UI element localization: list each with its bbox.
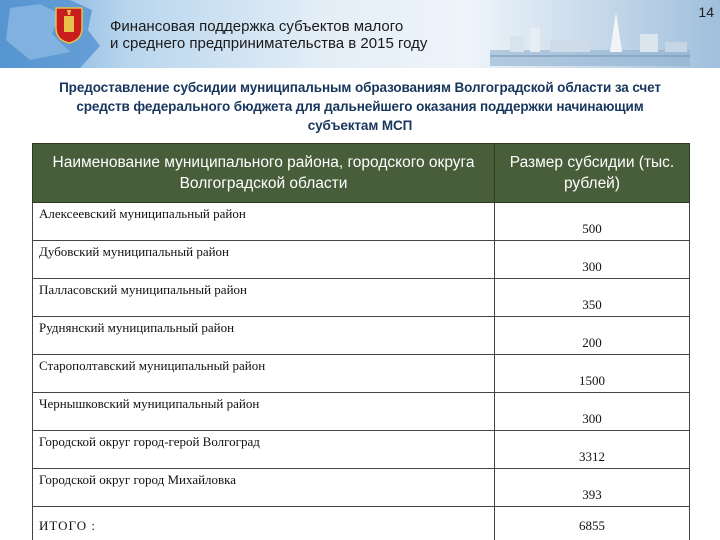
- row-value: 3312: [495, 431, 690, 469]
- table-row: [33, 469, 690, 507]
- coat-of-arms-icon: [54, 6, 84, 44]
- banner-title: [110, 18, 530, 52]
- row-value: 300: [495, 241, 690, 279]
- row-name: Дубовский муниципальный район: [33, 241, 495, 279]
- slide-heading: Предоставление субсидии муниципальным образованиям Волгоградской области за счет средств федерального бюджета для дальнейшего оказания поддержки начинающим субъектам МСП: [59, 80, 661, 133]
- row-name: Алексеевский муниципальный район: [33, 203, 495, 241]
- row-name: Руднянский муниципальный район: [33, 317, 495, 355]
- table-row: [33, 355, 690, 393]
- row-name: Городской округ город-герой Волгоград: [33, 431, 495, 469]
- row-name: Старополтавский муниципальный район: [33, 355, 495, 393]
- row-value: 350: [495, 279, 690, 317]
- column-header-value: Размер субсидии (тыс. рублей): [495, 144, 690, 203]
- row-name: Палласовский муниципальный район: [33, 279, 495, 317]
- total-value: 6855: [495, 507, 690, 540]
- table-row: [33, 203, 690, 241]
- row-value: 200: [495, 317, 690, 355]
- table-row: [33, 431, 690, 469]
- city-skyline-graphic: [490, 6, 690, 66]
- column-header-name: Наименование муниципального района, городского округа Волгоградской области: [33, 144, 495, 203]
- row-value: 500: [495, 203, 690, 241]
- table-row: [33, 241, 690, 279]
- banner-title-line-2: и среднего предпринимательства в 2015 году: [110, 35, 428, 52]
- table-row: [33, 317, 690, 355]
- table-row: [33, 393, 690, 431]
- row-value: 300: [495, 393, 690, 431]
- row-name: Городской округ город Михайловка: [33, 469, 495, 507]
- table-header-row: [33, 144, 690, 203]
- row-name: Чернышковский муниципальный район: [33, 393, 495, 431]
- table-row: [33, 279, 690, 317]
- banner-title-line-1: Финансовая поддержка субъектов малого: [110, 18, 404, 35]
- row-value: 1500: [495, 355, 690, 393]
- header-banner: [0, 0, 720, 68]
- table-total-row: [33, 507, 690, 540]
- subsidy-table: [32, 143, 690, 540]
- row-value: 393: [495, 469, 690, 507]
- page-number: 14: [698, 4, 714, 20]
- total-label: ИТОГО :: [33, 507, 495, 540]
